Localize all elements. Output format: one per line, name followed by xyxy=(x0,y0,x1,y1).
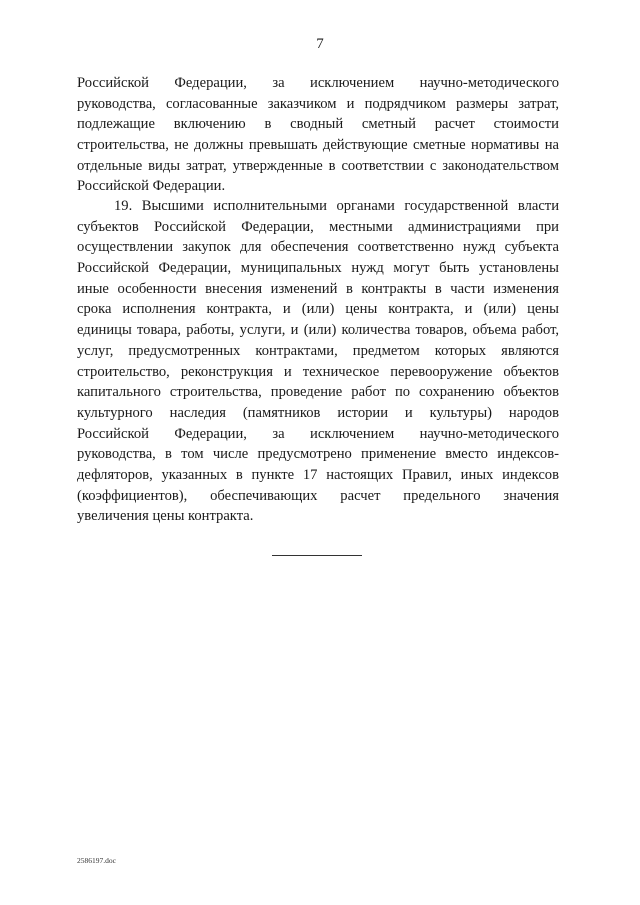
text-line: Российской Федерации. xyxy=(77,178,226,195)
text-line: Российской Федерации, муниципальных нужд могут быть установлены xyxy=(77,260,559,277)
text-line: срока исполнения контракта, и (или) цены контракта, и (или) цены xyxy=(77,301,559,318)
text-line: капитального строительства, проведение работ по сохранению объектов xyxy=(77,384,559,401)
text-line: руководства, в том числе предусмотрено применение вместо индексов- xyxy=(77,446,559,463)
text-line: Российской Федерации, за исключением научно-методического xyxy=(77,75,559,91)
text-line: иные особенности внесения изменений в контракты в части изменения xyxy=(77,280,559,297)
text-line: (коэффициентов), обеспечивающих расчет предельного значения xyxy=(77,487,559,504)
text-line: 19. Высшими исполнительными органами государственной власти xyxy=(114,198,559,214)
text-line: единицы товара, работы, услуги, и (или) количества товаров, объема работ, xyxy=(77,322,559,339)
text-line: культурного наследия (памятников истории и культуры) народов xyxy=(77,404,559,421)
text-line: строительство, реконструкция и техническое перевооружение объектов xyxy=(77,363,559,380)
text-line: подлежащие включению в сводный сметный расчет стоимости xyxy=(77,116,559,133)
text-line: увеличения цены контракта. xyxy=(77,508,254,525)
text-line: осуществлении закупок для обеспечения соответственно нужд субъекта xyxy=(77,239,559,256)
text-line: руководства, согласованные заказчиком и подрядчиком размеры затрат, xyxy=(77,95,559,112)
page-number: 7 xyxy=(316,36,324,52)
footer-file-name: 2586197.doc xyxy=(77,856,116,865)
text-line: услуг, предусмотренных контрактами, предметом которых являются xyxy=(77,342,559,359)
text-line: субъектов Российской Федерации, местными администрациями при xyxy=(77,218,559,235)
end-of-document-rule xyxy=(272,555,362,556)
text-line: строительства, не должны превышать действующие сметные нормативы на xyxy=(77,137,559,154)
paragraph-19 xyxy=(77,196,559,527)
text-line: отдельные виды затрат, утвержденные в соответствии с законодательством xyxy=(77,157,559,174)
text-line: Российской Федерации, за исключением научно-методического xyxy=(77,425,559,442)
paragraph-continuation xyxy=(77,73,559,197)
text-line: дефляторов, указанных в пункте 17 настоящих Правил, иных индексов xyxy=(77,466,559,483)
